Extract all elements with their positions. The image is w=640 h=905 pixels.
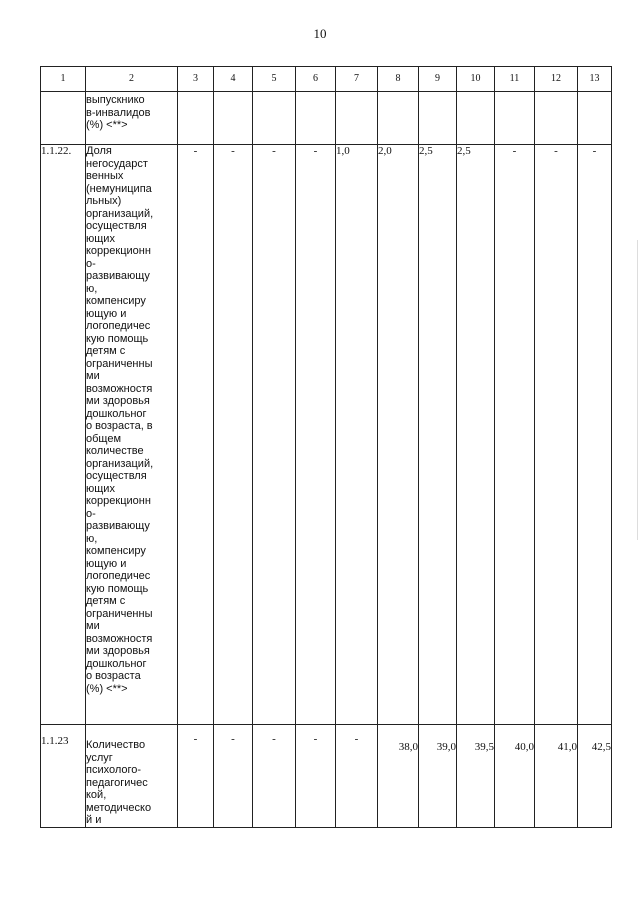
value-cell: 38,0 [378,725,419,828]
value-cell [378,92,419,145]
value-cell [253,92,296,145]
column-number: 13 [578,67,612,92]
value-cell: - [296,145,336,725]
indicator-name: Доля негосударст венных (немуниципа льных) организаций, осуществля ющих коррекционн о- развивающу ю, компенсиру ющую и логопедичес кую помощь детям с ограниченны ми возможностя ми здоровья дошкольног о возраста, в общем количестве организаций, осуществля ющих коррекционн о- развивающу ю, компенсиру ющую и логопедичес кую помощь детям с ограниченны ми возможностя ми здоровья дошкольног о возраста (%) <**> [86,145,178,725]
value-cell [336,92,378,145]
indicator-table [40,66,612,828]
value-cell: 1,0 [336,145,378,725]
value-cell: 2,5 [419,145,457,725]
value-cell: - [495,145,535,725]
column-number: 6 [296,67,336,92]
value-cell [178,92,214,145]
row-code [41,92,86,145]
page-number: 10 [313,26,327,41]
value-cell [214,92,253,145]
column-number: 4 [214,67,253,92]
value-cell: 42,5 [578,725,612,828]
column-number: 7 [336,67,378,92]
value-cell: - [296,725,336,828]
table-row [41,725,612,828]
table-row-continued [41,92,612,145]
column-number: 5 [253,67,296,92]
column-number: 3 [178,67,214,92]
value-cell: - [535,145,578,725]
value-cell [535,92,578,145]
row-code: 1.1.23 [41,725,86,828]
value-cell: - [178,725,214,828]
column-number: 2 [86,67,178,92]
table-header-row [41,67,612,92]
column-number: 12 [535,67,578,92]
value-cell: - [336,725,378,828]
value-cell: 41,0 [535,725,578,828]
value-cell: - [253,725,296,828]
value-cell [296,92,336,145]
value-cell [419,92,457,145]
column-number: 1 [41,67,86,92]
value-cell: 40,0 [495,725,535,828]
table-row [41,145,612,725]
value-cell: - [178,145,214,725]
column-number: 8 [378,67,419,92]
value-cell: 39,0 [419,725,457,828]
column-number: 11 [495,67,535,92]
value-cell: - [253,145,296,725]
column-number: 10 [457,67,495,92]
value-cell: - [214,145,253,725]
value-cell: 2,5 [457,145,495,725]
row-code: 1.1.22. [41,145,86,725]
value-cell: - [214,725,253,828]
scan-edge-mark [637,240,638,540]
indicator-name: Количество услуг психолого- педагогичес кой, методическо й и [86,725,178,828]
value-cell: 2,0 [378,145,419,725]
value-cell [578,92,612,145]
value-cell: 39,5 [457,725,495,828]
column-number: 9 [419,67,457,92]
value-cell [457,92,495,145]
value-cell [495,92,535,145]
value-cell: - [578,145,612,725]
indicator-name: выпускнико в-инвалидов (%) <**> [86,92,178,145]
